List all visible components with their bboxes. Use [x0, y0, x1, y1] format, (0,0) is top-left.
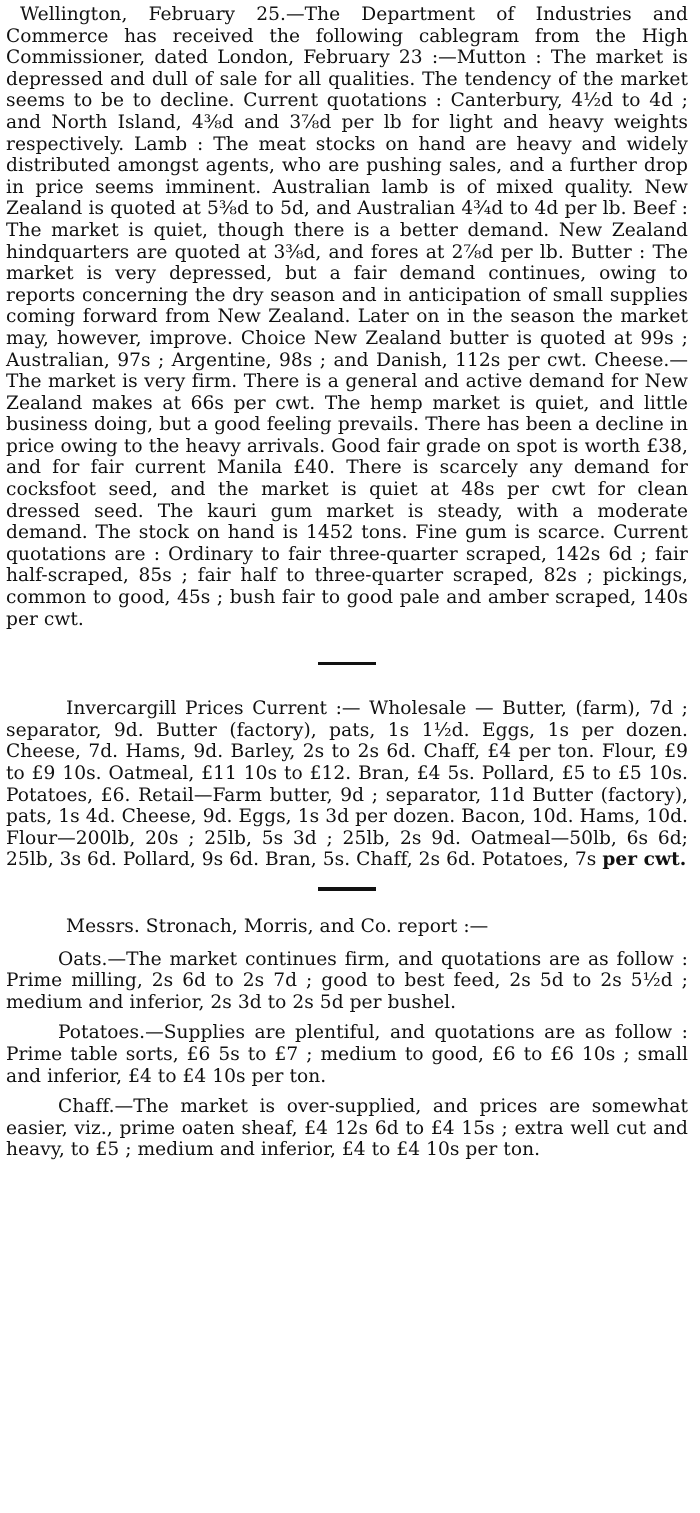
chaff-paragraph: Chaff.—The market is over-supplied, and prices are somewhat easier, viz., prime oaten sheaf, £4 12s 6d to £4 15s ; extra well cut and heavy, to £5 ; medium and inferior, £4 to £4 10s per ton. — [6, 1096, 688, 1161]
column-body — [6, 4, 688, 1161]
section-dash-divider — [318, 887, 376, 891]
oats-paragraph: Oats.—The market continues firm, and quotations are as follow : Prime milling, 2s 6d to 2s 7d ; good to best feed, 2s 5d to 2s 5½d ; medium and inferior, 2s 3d to 2s 5d per bushel. — [6, 948, 688, 1013]
column-rule-divider — [318, 662, 376, 665]
prices-tail: per cwt. — [602, 849, 687, 871]
article-stronach-morris-report — [6, 916, 688, 1161]
article-high-commissioner-cablegram — [6, 4, 688, 630]
prices-paragraph — [6, 698, 688, 871]
cablegram-paragraph: Wellington, February 25.—The Department of Industries and Commerce has received the following cablegram from the High Commissioner, dated London, February 23 :—Mutton : The market is depressed and dull of sale for all qualities. The tendency of the market seems to be to decline. Current quotations : Canterbury, 4½d to 4d ; and North Island, 4⅜d and 3⅞d per lb for light and heavy weights respectively. Lamb : The meat stocks on hand are heavy and widely distributed amongst agents, who are pushing sales, and a further drop in price seems imminent. Australian lamb is of mixed quality. New Zealand is quoted at 5⅜d to 5d, and Australian 4¾d to 4d per lb. Beef : The market is quiet, though there is a better demand. New Zealand hindquarters are quoted at 3⅜d, and fores at 2⅞d per lb. Butter : The market is very depressed, but a fair demand continues, owing to reports concerning the dry season and in anticipation of small supplies coming forward from New Zealand. Later on in the season the market may, however, improve. Choice New Zealand butter is quoted at 99s ; Australian, 97s ; Argentine, 98s ; and Danish, 112s per cwt. Cheese.—The market is very firm. There is a general and active demand for New Zealand makes at 66s per cwt. The hemp market is quiet, and little business doing, but a good feeling prevails. There has been a decline in price owing to the heavy arrivals. Good fair grade on spot is worth £38, and for fair current Manila £40. There is scarcely any demand for cocksfoot seed, and the market is quiet at 48s per cwt for clean dressed seed. The kauri gum market is steady, with a moderate demand. The stock on hand is 1452 tons. Fine gum is scarce. Current quotations are : Ordinary to fair three-quarter scraped, 142s 6d ; fair half-scraped, 85s ; fair half to three-quarter scraped, 82s ; pickings, common to good, 45s ; bush fair to good pale and amber scraped, 140s per cwt. — [6, 4, 688, 630]
prices-text: Invercargill Prices Current :— Wholesale — Butter, (farm), 7d ; separator, 9d. Butter (factory), pats, 1s 1½d. Eggs, 1s per dozen. Cheese, 7d. Hams, 9d. Barley, 2s to 2s 6d. Chaff, £4 per ton. Flour, £9 to £9 10s. Oatmeal, £11 10s to £12. Bran, £4 5s. Pollard, £5 to £5 10s. Potatoes, £6. Retail—Farm butter, 9d ; separator, 11d Butter (factory), pats, 1s 4d. Cheese, 9d. Eggs, 1s 3d per dozen. Bacon, 10d. Hams, 10d. Flour—200lb, 20s ; 25lb, 5s 3d ; 25lb, 2s 9d. Oatmeal—50lb, 6s 6d; 25lb, 3s 6d. Pollard, 9s 6d. Bran, 5s. Chaff, 2s 6d. Potatoes, 7s — [6, 698, 688, 871]
report-heading: Messrs. Stronach, Morris, and Co. report :— — [66, 915, 489, 937]
article-invercargill-prices — [6, 698, 688, 871]
potatoes-paragraph: Potatoes.—Supplies are plentiful, and quotations are as follow : Prime table sorts, £6 5s to £7 ; medium to good, £6 to £6 10s ; small and inferior, £4 to £4 10s per ton. — [6, 1022, 688, 1087]
